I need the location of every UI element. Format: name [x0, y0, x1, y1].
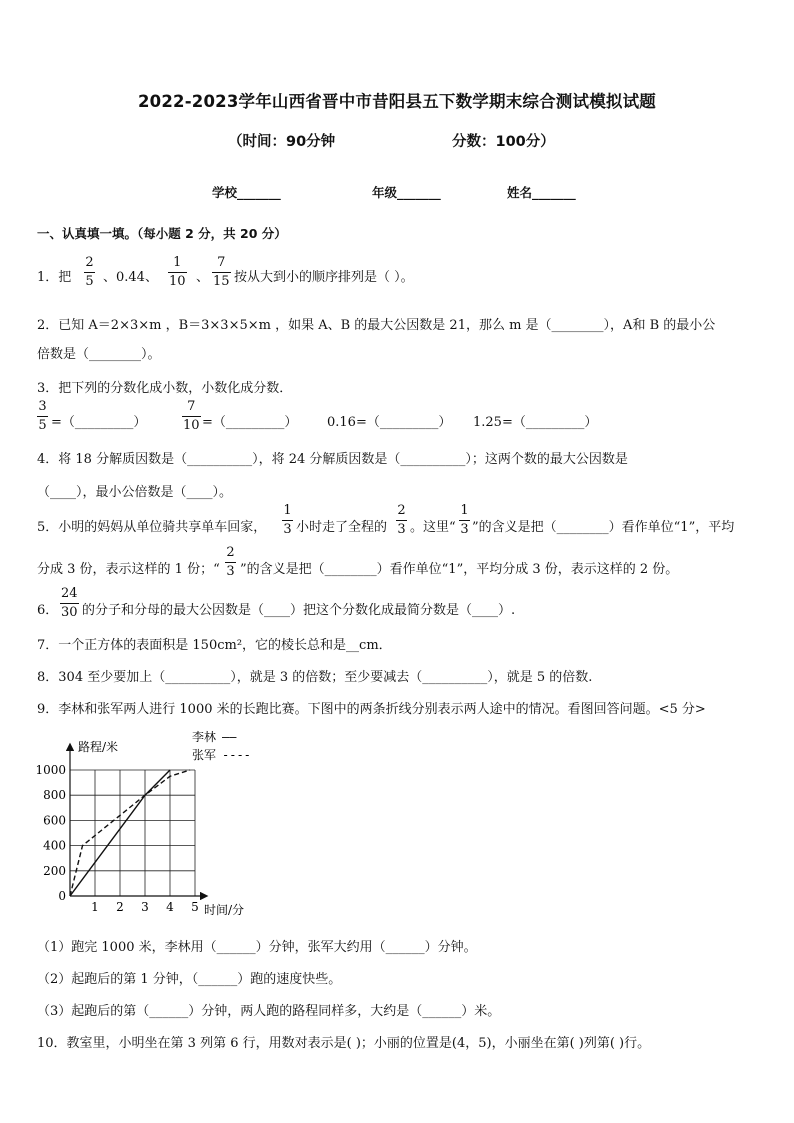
q5-fraction-2: 2 3	[397, 503, 406, 537]
series-line-zhangjun	[70, 770, 190, 896]
q3-blank-a[interactable]: =（_________）	[51, 415, 147, 430]
q3-blank-b[interactable]: =（_________）	[202, 415, 298, 430]
x-tick-label: 3	[141, 900, 149, 914]
q5-part-3: 。这里“	[410, 520, 456, 535]
x-axis-label: 时间/分	[204, 903, 245, 917]
q5-part-1: 5．小明的妈妈从单位骑共享单车回家，	[37, 520, 267, 535]
legend-line-sample: ——	[222, 730, 237, 744]
q1-fraction-2: 1 10	[169, 255, 186, 289]
y-tick-label: 400	[43, 838, 66, 853]
q6-prefix: 6．	[37, 603, 59, 618]
q1-suffix: 按从大到小的顺序排列是（ ）。	[234, 270, 414, 285]
legend-label: 张军	[192, 748, 217, 762]
x-tick-label: 4	[166, 900, 174, 914]
q9-sub-2: （2）起跑后的第 1 分钟，（______）跑的速度快些。	[37, 972, 342, 987]
q6-fraction: 24 30	[61, 586, 78, 620]
section-title: 一、认真填一填。（每小题 2 分，共 20 分）	[37, 226, 287, 241]
y-axis-label: 路程/米	[78, 740, 119, 754]
q3-fraction-b: 7 10	[183, 399, 200, 433]
chart-grid	[70, 770, 195, 896]
q1-fraction-1: 2 5	[85, 255, 94, 289]
q3-blank-c[interactable]: 0.16=（_________）	[327, 415, 452, 430]
y-tick-label: 600	[43, 813, 66, 828]
q5-fraction-3: 1 3	[460, 503, 469, 537]
q5-fraction-4: 2 3	[226, 545, 235, 579]
q7-text: 7．一个正方体的表面积是 150cm²，它的棱长总和是__cm．	[37, 638, 392, 653]
school-field[interactable]: 学校_______	[212, 185, 281, 200]
q1-prefix: 1．把	[37, 270, 72, 285]
q9-sub-1: （1）跑完 1000 米，李林用（______）分钟，张军大约用（______）分钟。	[37, 940, 477, 955]
q3-blank-d[interactable]: 1.25=（_________）	[473, 415, 598, 430]
q3-fraction-a: 3 5	[38, 399, 47, 433]
exam-time: （时间：90分钟	[228, 134, 336, 150]
y-tick-label: 0	[58, 889, 66, 903]
page-title: 2022-2023学年山西省晋中市昔阳县五下数学期末综合测试模拟试题	[138, 92, 656, 111]
x-tick-label: 1	[91, 900, 99, 914]
q2-line-1: 2．已知 A＝2×3×m ，B＝3×3×5×m ，如果 A、B 的最大公因数是 21，那么 m 是（________），A和 B 的最小公	[37, 318, 716, 333]
y-tick-label: 1000	[35, 763, 66, 777]
q5-part-4: ”的含义是把（________）看作单位“1”，平均	[472, 520, 735, 535]
race-line-chart	[30, 725, 270, 920]
q1-separator-2: 、	[196, 270, 210, 285]
q5-line-2b: ”的含义是把（________）看作单位“1”，平均分成 3 份，表示这样的 2 份。	[240, 562, 679, 577]
x-tick-label: 2	[116, 900, 124, 914]
q1-separator-1: 、0.44、	[103, 270, 158, 285]
legend-label: 李林	[192, 730, 217, 744]
grade-field[interactable]: 年级_______	[372, 185, 441, 200]
q1-fraction-3: 7 15	[213, 255, 230, 289]
q6-text: 的分子和分母的最大公因数是（____）把这个分数化成最简分数是（____）.	[82, 603, 516, 618]
q8-text: 8．304 至少要加上（__________），就是 3 的倍数；至少要减去（__________），就是 5 的倍数.	[37, 670, 593, 685]
q9-text: 9．李林和张军两人进行 1000 米的长跑比赛。下图中的两条折线分别表示两人途中的情况。看图回答问题。<5 分>	[37, 702, 706, 717]
q3-line-1: 3．把下列的分数化成小数，小数化成分数．	[37, 381, 293, 396]
q4-line-2: （____），最小公倍数是（____）。	[37, 485, 233, 500]
q10-text: 10．教室里，小明坐在第 3 列第 6 行，用数对表示是( )；小丽的位置是(4，5)，小丽坐在第( )列第( )行。	[37, 1036, 651, 1051]
x-tick-label: 5	[191, 900, 199, 914]
y-tick-label: 800	[43, 788, 66, 803]
exam-score: 分数：100分）	[452, 134, 555, 150]
name-field[interactable]: 姓名_______	[507, 185, 576, 200]
q2-line-2: 倍数是（________）。	[37, 347, 161, 362]
q5-fraction-1: 1 3	[283, 503, 292, 537]
q9-sub-3: （3）起跑后的第（______）分钟，两人跑的路程同样多，大约是（______）米。	[37, 1004, 501, 1019]
q4-line-1: 4．将 18 分解质因数是（__________），将 24 分解质因数是（__________）；这两个数的最大公因数是	[37, 452, 628, 467]
y-tick-label: 200	[43, 863, 66, 878]
legend-line-sample: ----	[222, 748, 251, 762]
q5-part-2: 小时走了全程的	[296, 520, 388, 535]
q5-line-2a: 分成 3 份，表示这样的 1 份；“	[37, 562, 220, 577]
